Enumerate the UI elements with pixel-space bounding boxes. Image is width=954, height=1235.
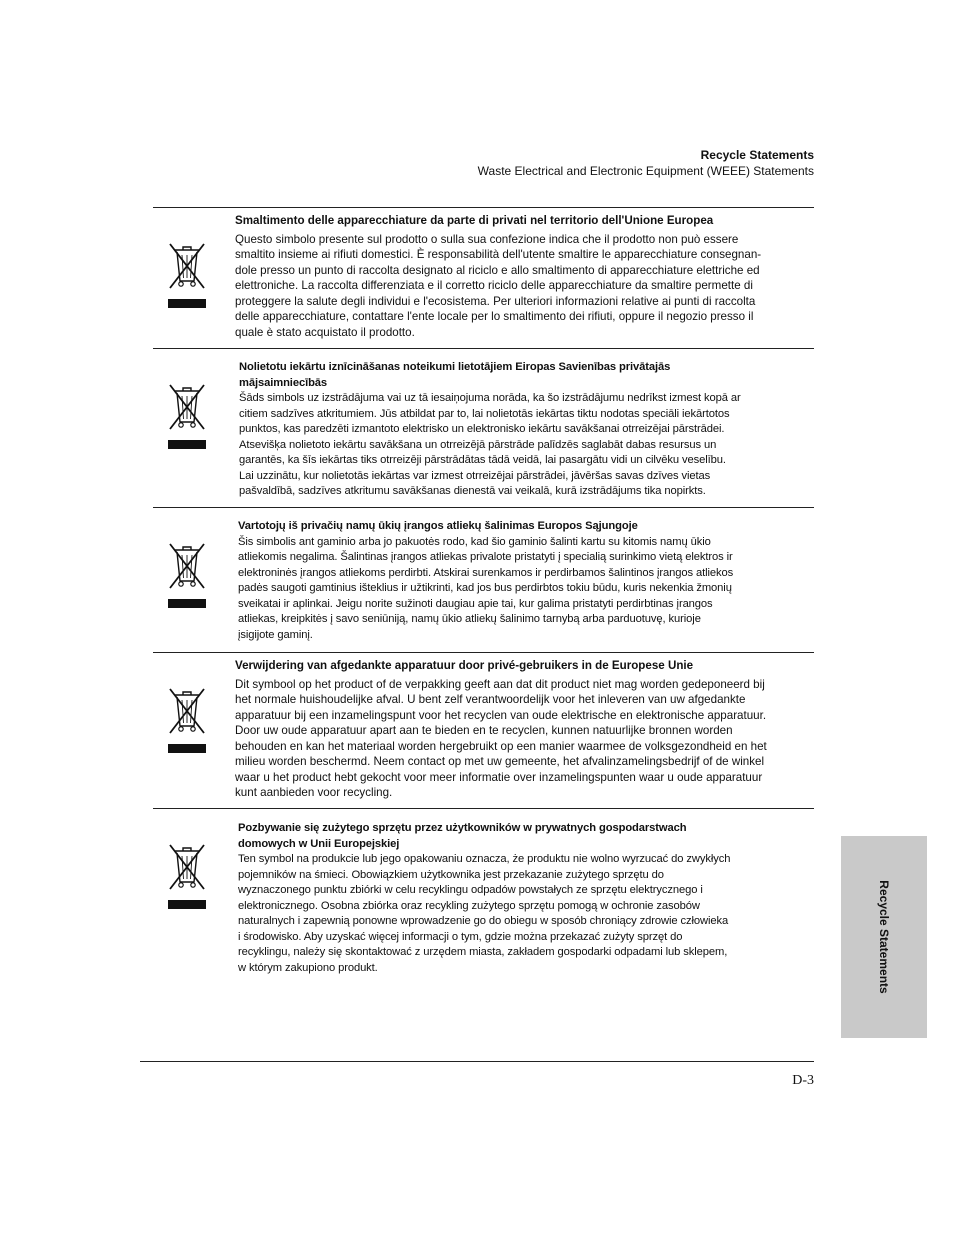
- section-body: [239, 391, 815, 500]
- side-tab-label: Recycle Statements: [877, 880, 891, 994]
- header-title: Recycle Statements: [700, 148, 814, 162]
- heading-line: domowych w Unii Europejskiej: [238, 837, 400, 850]
- weee-crossed-bin-icon: [165, 541, 209, 613]
- body-line: atliekas, kreipkitės į savo seniūniją, namų ūkio atliekų šalinimo tarnybą arba parduotuvę, kurioje: [238, 613, 701, 625]
- weee-crossed-bin-icon: [165, 241, 209, 313]
- body-line: Door uw oude apparatuur apart aan te bieden en te recyclen, kunnen natuurlijke bronnen worden: [235, 724, 733, 737]
- section-heading: Smaltimento delle apparecchiature da parte di privati nel territorio dell'Unione Europea: [235, 214, 714, 227]
- heading-line: Nolietotu iekārtu iznīcināšanas noteikumi lietotājiem Eiropas Savienības privātajās: [239, 361, 671, 373]
- body-line: Ten symbol na produkcie lub jego opakowaniu oznacza, że produktu nie wolno wyrzucać do zwykłych: [238, 853, 731, 865]
- section-italian: [153, 208, 814, 348]
- body-line: i środowisko. Aby uzyskać więcej informacji o tym, gdzie można przekazać zużyty sprzęt do: [238, 930, 683, 943]
- section-heading: [238, 821, 815, 852]
- body-line: milieu worden beschermd. Neem contact op met uw gemeente, het afvalinzamelingsbedrijf of de winkel: [235, 755, 765, 768]
- body-line: padės saugoti gamtinius išteklius ir užtikrinti, kad jos bus perdirbtos tokiu būdu, kuris nekenkia žmonių: [238, 582, 732, 594]
- body-line: citiem sadzīves atkritumiem. Jūs atbildat par to, lai nolietotās iekārtas tiktu nodotas speciāli iekārtotos: [239, 407, 730, 420]
- body-line: apparatuur bij een inzamelingspunt voor het recyclen van oude elektrische en elektronische apparatuur.: [235, 708, 767, 722]
- body-line: wyznaczonego punktu zbiórki w celu recyklingu odpadów powstałych ze sprzętu elektrycznego i: [238, 884, 703, 896]
- body-line: elettroniche. La raccolta differenziata e il corretto riciclo delle apparecchiature da smaltire permette di: [235, 279, 753, 292]
- body-line: pojemników na śmieci. Obowiązkiem użytkownika jest przekazanie zużytego sprzętu do: [238, 868, 664, 881]
- section-body: [235, 232, 815, 341]
- section-heading: [239, 360, 815, 391]
- section-text: [238, 821, 815, 976]
- body-line: Dit symbool op het product of de verpakking geeft aan dat dit product niet mag worden gedeponeerd bij: [235, 677, 765, 691]
- body-line: elektroninės įrangos atliekoms perdirbti. Atskirai surenkamos ir perdirbamos šalintinos įrangos atliekos: [238, 566, 734, 579]
- section-latvian: [153, 349, 814, 507]
- body-line: punktos, kas paredzēti izmantoto elektrisko un elektronisko iekārtu savākšanai otrreizējai pārstrādei.: [239, 423, 725, 435]
- section-body: [235, 677, 815, 801]
- section-text: [235, 213, 815, 340]
- body-line: kunt aanbieden voor recycling.: [235, 786, 393, 799]
- body-line: delle apparecchiature, contattare l'ente locale per lo smaltimento dei rifiuti, oppure il negozio presso il: [235, 310, 754, 323]
- weee-crossed-bin-icon: [165, 842, 209, 914]
- body-line: naturalnych i zapewnią ponowne wprowadzenie go do obiegu w sposób chroniący zdrowie człowieka: [238, 915, 729, 927]
- heading-line: Pozbywanie się zużytego sprzętu przez użytkowników w prywatnych gospodarstwach: [238, 822, 687, 834]
- body-line: Atsevišķa nolietoto iekārtu savākšana un otrreizējā pārstrāde palīdzēs saglabāt dabas resursus un: [239, 438, 717, 451]
- body-line: įsigijote gaminį.: [238, 628, 313, 641]
- section-heading: Vartotojų iš privačių namų ūkių įrangos atliekų šalinimas Europos Sąjungoje: [238, 520, 638, 532]
- body-line: Questo simbolo presente sul prodotto o sulla sua confezione indica che il prodotto non può essere: [235, 232, 739, 246]
- header-subtitle: Waste Electrical and Electronic Equipment (WEEE) Statements: [477, 164, 814, 178]
- body-line: recyklingu, należy się skontaktować z urzędem miasta, zakładem gospodarki odpadami lub sklepem,: [238, 946, 728, 958]
- body-line: dole presso un punto di raccolta designato al riciclo e allo smaltimento di apparecchiature elettriche ed: [235, 263, 760, 277]
- body-line: atliekomis negalima. Šalintinas įrangos atliekas privalote pristatyti į specialią surinkimo vietą elektros ir: [238, 551, 733, 563]
- section-text: [235, 658, 815, 801]
- body-line: sveikatai ir aplinkai. Jeigu norite sužinoti daugiau apie tai, kur galima pristatyti perdirbtinas įrangos: [238, 597, 713, 610]
- body-line: het normale huishoudelijke afval. U bent zelf verantwoordelijk voor het inleveren van uw afgedankte: [235, 693, 746, 706]
- body-line: quale è stato acquistato il prodotto.: [235, 325, 415, 339]
- body-line: garantēs, ka šīs iekārtas tiks otrreizēji pārstrādātas tādā veidā, lai pasargātu vidi un cilvēku veselību.: [239, 454, 726, 466]
- body-line: behouden en kan het materiaal worden hergebruikt op een manier waarmee de volksgezondheid en het: [235, 739, 767, 753]
- body-line: Šis simbolis ant gaminio arba jo pakuotės rodo, kad šio gaminio šalinti kartu su kitomis namų ūkio: [238, 535, 711, 548]
- heading-line: mājsaimniecībās: [239, 376, 328, 389]
- body-line: Lai uzzinātu, kur nolietotās iekārtas var izmest otrreizējai pārstrādei, jāvēršas savas dzīves vietas: [239, 469, 711, 482]
- side-tab: [841, 836, 927, 1038]
- page-number: D-3: [792, 1073, 814, 1088]
- section-dutch: [153, 653, 814, 808]
- weee-crossed-bin-icon: [165, 382, 209, 454]
- section-lithuanian: [153, 508, 814, 652]
- body-line: Šāds simbols uz izstrādājuma vai uz tā iesaiņojuma norāda, ka šo izstrādājumu nedrīkst izmest kopā ar: [239, 392, 741, 404]
- body-line: elektronicznego. Osobna zbiórka oraz recykling zużytego sprzętu pomogą w ochronie zasobów: [238, 899, 700, 912]
- body-line: proteggere la salute degli individui e l'ecosistema. Per ulteriori informazioni relative ai punti di raccolta: [235, 294, 756, 308]
- section-body: [238, 852, 815, 976]
- weee-crossed-bin-icon: [165, 686, 209, 758]
- section-text: [239, 360, 815, 500]
- page-header: [478, 147, 814, 179]
- body-line: w którym zakupiono produkt.: [238, 961, 378, 974]
- section-polish: [153, 809, 814, 989]
- footer-divider: [140, 1061, 814, 1062]
- body-line: smaltito insieme ai rifiuti domestici. È responsabilità dell'utente smaltire le apparecchiature consegnan-: [235, 248, 762, 261]
- body-line: waar u het product hebt gekocht voor meer informatie over inzamelingspunten waar u oude apparatuur: [235, 770, 763, 784]
- section-body: [238, 535, 815, 644]
- body-line: pašvaldībā, sadzīves atkritumu savākšanas dienestā vai veikalā, kurā izstrādājums tika nopirkts.: [239, 485, 706, 497]
- section-text: [238, 519, 815, 643]
- section-heading: Verwijdering van afgedankte apparatuur door privé-gebruikers in de Europese Unie: [235, 659, 694, 672]
